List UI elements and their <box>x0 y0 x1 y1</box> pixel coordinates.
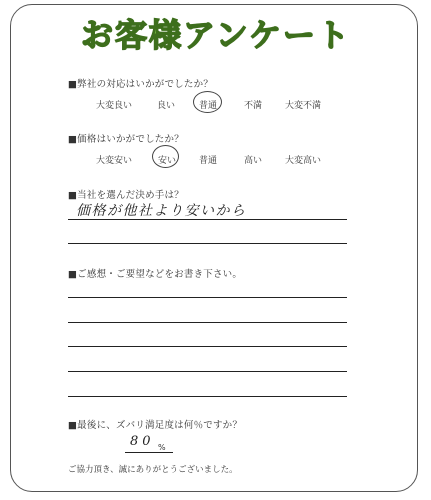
q2-option-1[interactable]: 大変安い <box>96 156 133 166</box>
q1-option-4[interactable]: 不満 <box>244 101 263 111</box>
q5-handwritten-answer: 80 <box>130 434 155 449</box>
q1-option-1[interactable]: 大変良い <box>96 101 133 111</box>
q4-answer-line-1 <box>68 297 347 298</box>
question-1-label: ■弊社の対応はいかがでしたか？ <box>68 79 213 90</box>
q1-option-5[interactable]: 大変不満 <box>285 101 322 111</box>
q2-option-5[interactable]: 大変高い <box>285 156 322 166</box>
q5-percent-unit: % <box>158 443 166 452</box>
q1-selection-circle <box>193 91 222 113</box>
q5-answer-underline <box>125 452 173 453</box>
question-3-label: ■当社を選んだ決め手は？ <box>68 190 184 201</box>
q2-option-3[interactable]: 普通 <box>199 156 218 166</box>
q1-option-3[interactable]: 普通 <box>199 101 218 111</box>
q3-handwritten-answer: 価格が他社より安いから <box>76 203 247 219</box>
title-graphic <box>56 14 376 54</box>
question-2-label: ■価格はいかがでしたか？ <box>68 134 184 145</box>
title-block <box>0 14 431 54</box>
question-4-label: ■ご感想・ご要望などをお書き下さい。 <box>68 269 243 280</box>
q2-option-4[interactable]: 高い <box>244 156 263 166</box>
q3-answer-line-2 <box>68 243 347 244</box>
q3-answer-line-1 <box>68 219 347 220</box>
question-5-label: ■最後に、ズバリ満足度は何％ですか？ <box>68 420 243 431</box>
q4-answer-line-5 <box>68 396 347 397</box>
q2-selection-circle <box>152 145 179 168</box>
q1-option-2[interactable]: 良い <box>157 101 176 111</box>
page-title: お客様アンケート <box>80 16 351 54</box>
q4-answer-line-2 <box>68 322 347 323</box>
q2-option-2[interactable]: 安い <box>158 156 177 166</box>
q4-answer-line-4 <box>68 371 347 372</box>
thank-you-note: ご協力頂き、誠にありがとうございました。 <box>68 465 238 475</box>
q4-answer-line-3 <box>68 346 347 347</box>
